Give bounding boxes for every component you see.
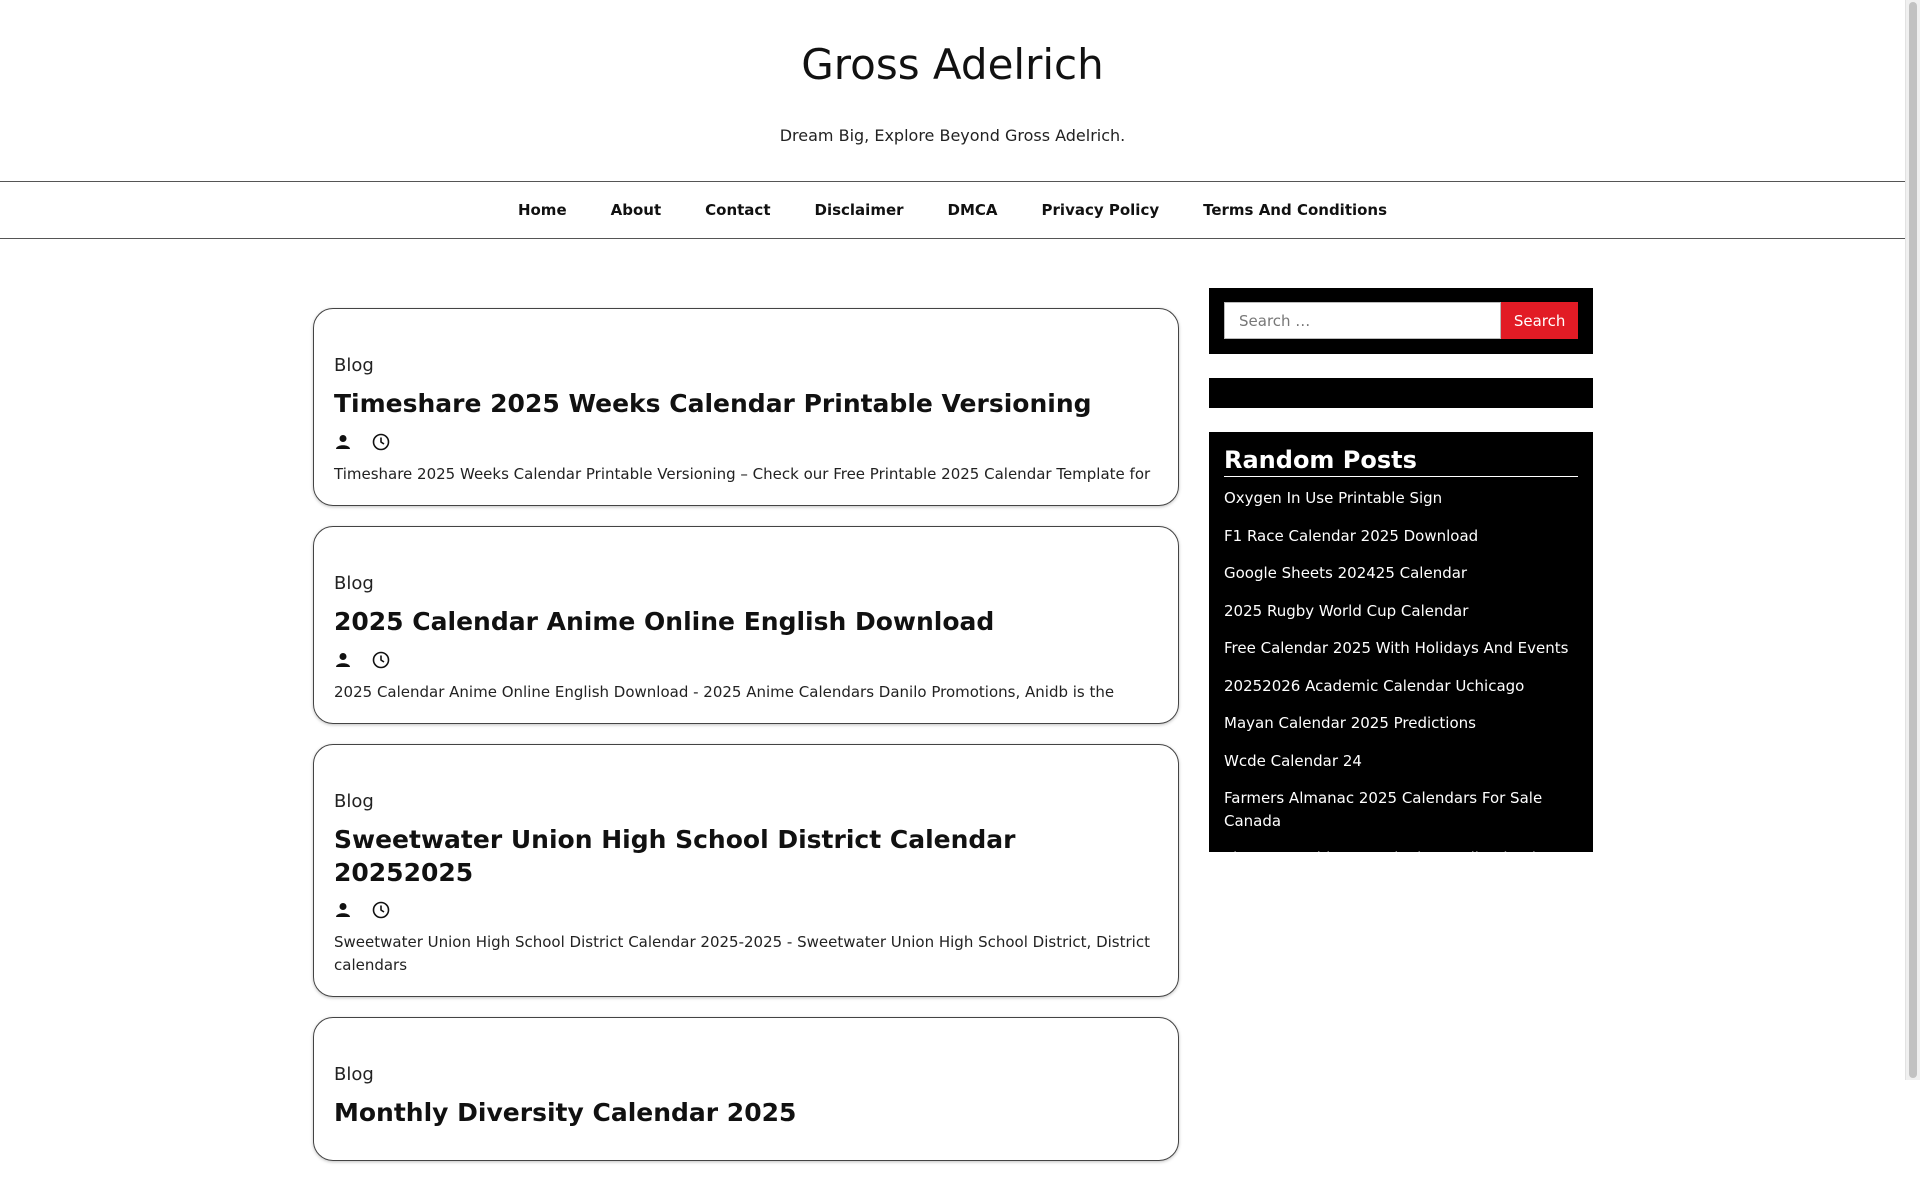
page-scrollbar[interactable] xyxy=(1905,0,1920,1080)
nav-item-disclaimer[interactable]: Disclaimer xyxy=(814,201,904,219)
random-post-link[interactable]: 2025 Rugby World Cup Calendar xyxy=(1224,601,1469,620)
sidebar xyxy=(1209,288,1593,1077)
random-post-link[interactable]: Farmers Almanac 2025 Calendars For Sale Canada xyxy=(1224,789,1543,830)
post-meta xyxy=(334,649,1158,671)
random-post-link[interactable]: Monthly Calendar 2025 Design xyxy=(1224,909,1456,927)
clock-icon[interactable] xyxy=(372,651,390,669)
nav-item-contact[interactable]: Contact xyxy=(705,201,771,219)
post-excerpt: Sweetwater Union High School District Calendar 2025-2025 - Sweetwater Union High School District, District calendars xyxy=(334,933,1150,974)
random-post-link[interactable]: Free Calendar 2025 With Holidays And Events xyxy=(1224,639,1569,657)
post-title[interactable]: Timeshare 2025 Weeks Calendar Printable Versioning xyxy=(334,389,1092,418)
nav-item-home[interactable]: Home xyxy=(517,201,567,219)
search-widget xyxy=(1209,288,1593,354)
post-category[interactable]: Blog xyxy=(334,355,374,376)
post-card xyxy=(313,1017,1179,1161)
site-title[interactable]: Gross Adelrich xyxy=(801,40,1104,89)
post-meta xyxy=(334,431,1158,453)
random-post-link[interactable]: Google Sheets 202425 Calendar xyxy=(1224,564,1468,582)
post-category[interactable]: Blog xyxy=(334,573,374,594)
nav-item-terms[interactable]: Terms And Conditions xyxy=(1203,201,1388,219)
clock-icon[interactable] xyxy=(372,901,390,919)
nav-item-about[interactable]: About xyxy=(610,201,662,219)
user-icon[interactable] xyxy=(334,433,352,451)
main-navigation xyxy=(0,182,1905,239)
widget-title: Random Posts xyxy=(1224,446,1578,477)
post-meta xyxy=(334,899,1158,921)
post-excerpt: Timeshare 2025 Weeks Calendar Printable Versioning – Check our Free Printable 2025 Calendar Template for xyxy=(334,464,1151,483)
random-post-link[interactable]: Wcde Calendar 24 xyxy=(1224,751,1362,770)
post-title[interactable]: 2025 Calendar Anime Online English Download xyxy=(334,607,995,636)
user-icon[interactable] xyxy=(334,901,352,919)
random-post-link[interactable]: Oxygen In Use Printable Sign xyxy=(1224,489,1443,507)
post-list xyxy=(313,308,1179,1181)
random-post-link[interactable]: Mayan Calendar 2025 Predictions xyxy=(1224,714,1476,732)
post-card xyxy=(313,526,1179,724)
post-card xyxy=(313,744,1179,997)
post-title[interactable]: Monthly Diversity Calendar 2025 xyxy=(334,1098,797,1127)
site-tagline: Dream Big, Explore Beyond Gross Adelrich. xyxy=(779,126,1126,145)
random-posts-list xyxy=(1224,487,1578,1080)
random-post-link[interactable]: Japanese Art Calendar 2025 xyxy=(1224,946,1435,965)
site-header xyxy=(0,0,1920,182)
random-post-link[interactable]: October 2025 Calendar Fillable xyxy=(1224,1059,1457,1077)
search-input[interactable]: Search … xyxy=(1224,302,1501,339)
random-post-link[interactable]: Calendar December 2025 Pdf Free Download xyxy=(1224,984,1562,1002)
random-posts-widget xyxy=(1209,432,1593,1077)
user-icon[interactable] xyxy=(334,651,352,669)
scrollbar-thumb[interactable] xyxy=(1909,2,1917,1078)
random-post-link[interactable]: F1 Race Calendar 2025 Download xyxy=(1224,526,1479,545)
clock-icon[interactable] xyxy=(372,433,390,451)
random-post-link[interactable]: 20252026 Academic Calendar Uchicago xyxy=(1224,676,1525,695)
post-title[interactable]: Sweetwater Union High School District Calendar 20252025 xyxy=(334,825,1016,887)
random-post-link[interactable]: Taxes Refund Calendar 2025 Irs xyxy=(1224,1021,1462,1040)
empty-widget xyxy=(1209,378,1593,408)
search-button[interactable]: Search xyxy=(1501,302,1578,339)
post-excerpt: 2025 Calendar Anime Online English Download - 2025 Anime Calendars Danilo Promotions, Anidb is the xyxy=(334,682,1115,701)
post-card xyxy=(313,308,1179,506)
nav-item-privacy-policy[interactable]: Privacy Policy xyxy=(1041,201,1160,219)
post-category[interactable]: Blog xyxy=(334,1064,374,1085)
post-category[interactable]: Blog xyxy=(334,791,374,812)
nav-item-dmca[interactable]: DMCA xyxy=(947,201,998,219)
random-post-link[interactable]: The Courtauld Impressionists Wall Calendar 2025 xyxy=(1224,849,1552,890)
